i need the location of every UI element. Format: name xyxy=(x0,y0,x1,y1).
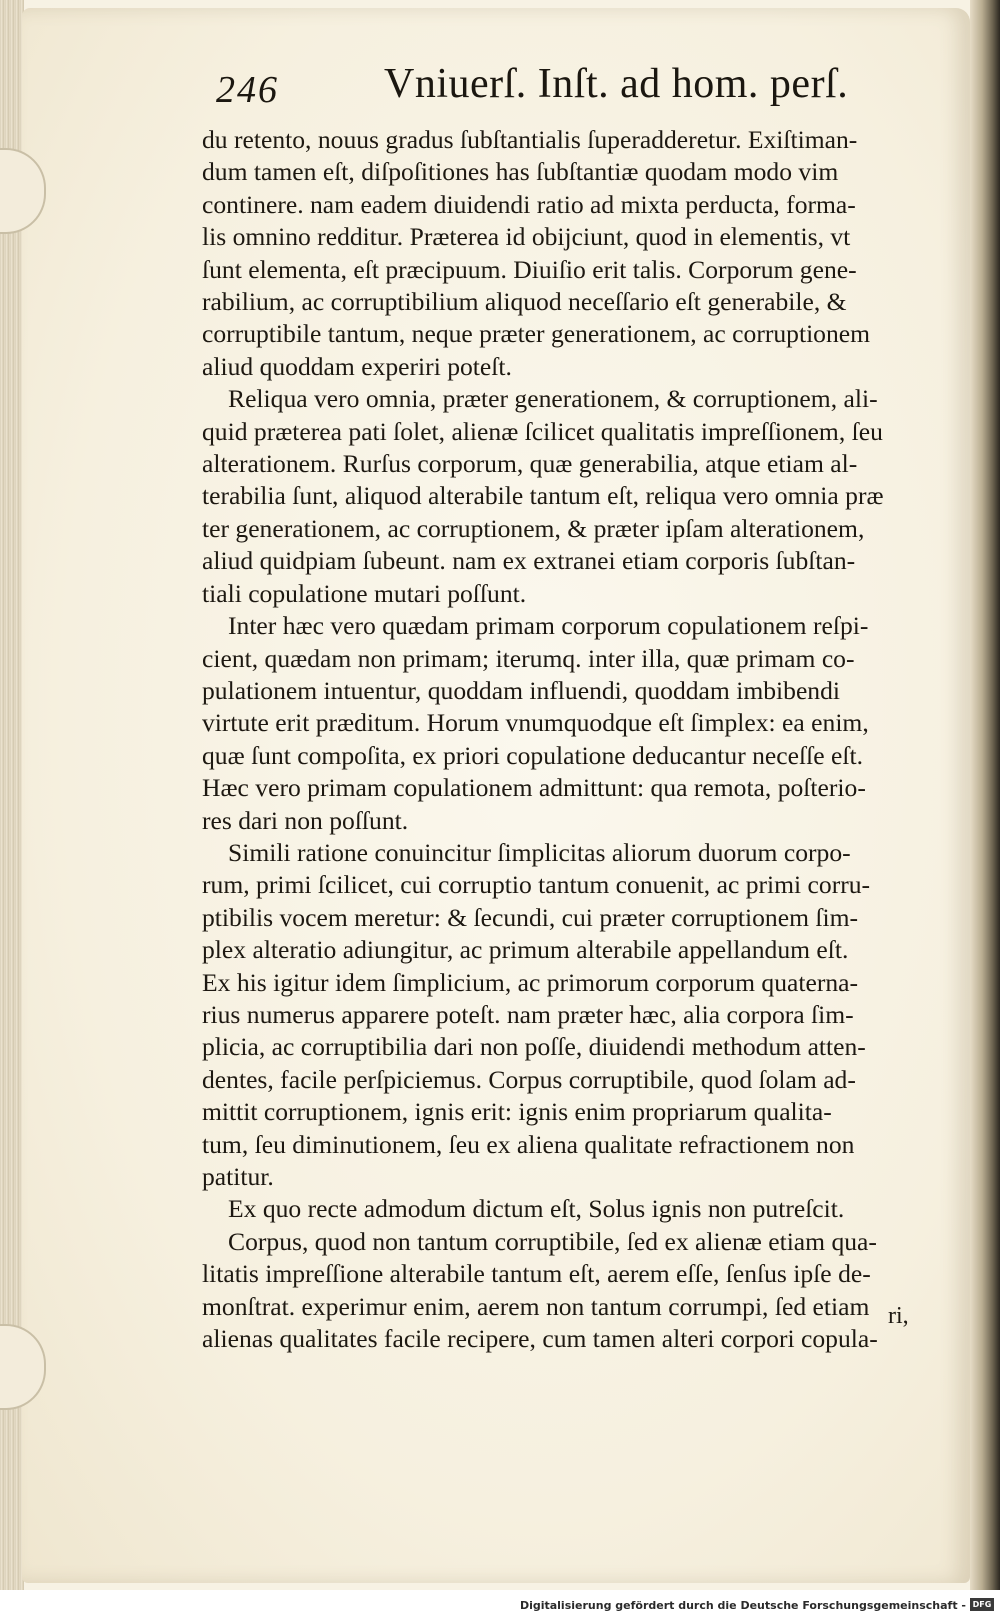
text-line: cient, quædam non primam; iterumq. inter illa, quæ primam co- xyxy=(202,643,855,673)
text-line: patitur. xyxy=(202,1162,274,1191)
text-line: du retento, nouus gradus ſubſtantialis ſuperadderetur. Exiſtiman- xyxy=(202,125,858,154)
text-line: virtute erit præditum. Horum vnumquodque eſt ſimplex: ea enim, xyxy=(202,708,869,738)
text-line: lis omnino redditur. Præterea id obijciunt, quod in elementis, vt xyxy=(202,222,851,252)
text-line: rius numerus apparere poteſt. nam præter hæc, alia corpora ſim- xyxy=(202,999,854,1029)
dfg-logo-icon: DFG xyxy=(970,1598,994,1611)
text-line: rum, primi ſcilicet, cui corruptio tantum conuenit, ac primi corru- xyxy=(202,870,871,900)
text-line: tum, ſeu diminutionem, ſeu ex aliena qualitate refractionem non xyxy=(202,1129,855,1159)
text-line: aliud quidpiam ſubeunt. nam ex extranei etiam corporis ſubſtan- xyxy=(202,546,856,576)
text-line: quæ ſunt compoſita, ex priori copulatione deducantur neceſſe eſt. xyxy=(202,740,863,770)
text-line: Corpus, quod non tantum corruptibile, ſed ex alienæ etiam qua- xyxy=(228,1226,877,1256)
running-head: Vniuerſ. Inſt. ad hom. perſ. xyxy=(384,61,849,107)
text-line: plicia, ac corruptibilia dari non poſſe, diuidendi methodum atten- xyxy=(202,1032,866,1062)
text-line: monſtrat. experimur enim, aerem non tantum corrumpi, ſed etiam xyxy=(202,1291,870,1321)
text-line: ter generationem, ac corruptionem, & præter ipſam alterationem, xyxy=(202,513,865,543)
text-line: quid præterea pati ſolet, alienæ ſcilicet qualitatis impreſſionem, ſeu xyxy=(202,416,883,446)
text-line: corruptibile tantum, neque præter generationem, ac corruptionem xyxy=(202,319,871,349)
text-line: litatis impreſſione alterabile tantum eſt, aerem eſſe, ſenſus ipſe de- xyxy=(202,1259,871,1289)
text-line: plex alteratio adiungitur, ac primum alterabile appellandum eſt. xyxy=(202,935,849,965)
text-line: dentes, facile perſpiciemus. Corpus corruptibile, quod ſolam ad- xyxy=(202,1064,856,1094)
text-line: rabilium, ac corruptibilium aliquod neceſſario eſt generabile, & xyxy=(202,287,847,317)
text-line: continere. nam eadem diuidendi ratio ad mixta perducta, forma- xyxy=(202,189,856,219)
book-gutter-shadow xyxy=(970,0,1000,1590)
funding-credit: Digitalisierung gefördert durch die Deutsche Forschungsgemeinschaft - xyxy=(519,1599,966,1612)
text-line: Ex his igitur idem ſimplicium, ac primorum corporum quaterna- xyxy=(202,967,859,997)
text-line: Reliqua vero omnia, præter generationem, & corruptionem, ali- xyxy=(228,384,878,414)
text-line: Simili ratione conuincitur ſimplicitas aliorum duorum corpo- xyxy=(228,837,851,867)
text-line: dum tamen eſt, diſpoſitiones has ſubſtantiæ quodam modo vim xyxy=(202,157,839,187)
digitization-footer xyxy=(0,1590,1000,1621)
text-line: Inter hæc vero quædam primam corporum copulationem reſpi- xyxy=(228,611,869,641)
text-line: terabilia ſunt, aliquod alterabile tantum eſt, reliqua vero omnia præ xyxy=(202,481,884,511)
catchword: ri, xyxy=(888,1303,909,1329)
text-line: Ex quo recte admodum dictum eſt, Solus ignis non putreſcit. xyxy=(228,1194,845,1224)
body-text xyxy=(202,124,942,1355)
page-number: 246 xyxy=(216,69,279,111)
text-line: alterationem. Rurſus corporum, quæ generabilia, atque etiam al- xyxy=(202,449,858,479)
text-line: mittit corruptionem, ignis erit: ignis enim propriarum qualita- xyxy=(202,1097,832,1127)
text-line: alienas qualitates facile recipere, cum tamen alteri corpori copula- xyxy=(202,1324,878,1354)
text-line: tiali copulatione mutari poſſunt. xyxy=(202,578,527,608)
page-header xyxy=(216,60,856,120)
text-line: res dari non poſſunt. xyxy=(202,805,409,835)
text-line: aliud quoddam experiri poteſt. xyxy=(202,351,512,381)
text-line: pulationem intuentur, quoddam influendi, quoddam imbibendi xyxy=(202,675,841,705)
text-line: ptibilis vocem meretur: & ſecundi, cui præter corruptionem ſim- xyxy=(202,902,859,932)
text-line: Hæc vero primam copulationem admittunt: qua remota, poſterio- xyxy=(202,773,866,803)
text-line: ſunt elementa, eſt præcipuum. Diuiſio erit talis. Corporum gene- xyxy=(202,254,857,284)
